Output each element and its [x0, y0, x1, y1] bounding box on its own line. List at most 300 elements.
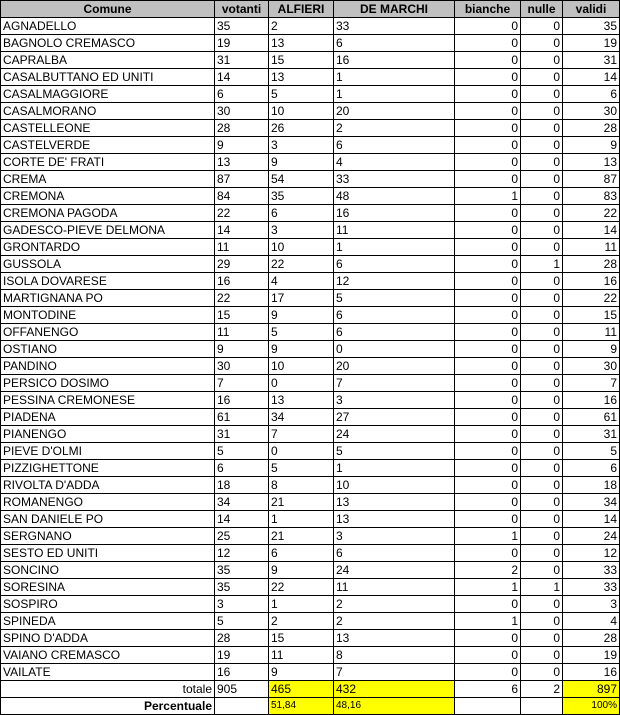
table-row	[1, 324, 620, 341]
cell-comune: VAILATE	[1, 664, 215, 681]
cell-validi: 12	[563, 545, 620, 562]
cell-validi: 35	[563, 18, 620, 35]
table-body	[1, 18, 620, 681]
cell-comune: PERSICO DOSIMO	[1, 375, 215, 392]
cell-nulle: 0	[521, 630, 563, 647]
cell-comune: CREMONA PAGODA	[1, 205, 215, 222]
table-row	[1, 647, 620, 664]
cell-comune: VAIANO CREMASCO	[1, 647, 215, 664]
cell-alfieri: 10	[269, 239, 334, 256]
cell-validi: 33	[563, 562, 620, 579]
cell-validi: 11	[563, 239, 620, 256]
cell-comune: PIEVE D'OLMI	[1, 443, 215, 460]
cell-comune: CASALMAGGIORE	[1, 86, 215, 103]
cell-comune: CASTELLEONE	[1, 120, 215, 137]
cell-votanti: 5	[215, 613, 269, 630]
cell-validi: 31	[563, 52, 620, 69]
cell-alfieri: 10	[269, 103, 334, 120]
cell-comune: PIADENA	[1, 409, 215, 426]
cell-validi: 28	[563, 630, 620, 647]
cell-bianche: 0	[455, 290, 521, 307]
cell-votanti: 14	[215, 511, 269, 528]
cell-nulle: 0	[521, 324, 563, 341]
cell-alfieri: 10	[269, 358, 334, 375]
header-alfieri: ALFIERI	[269, 1, 334, 18]
percent-votanti-empty	[215, 698, 269, 715]
cell-de-marchi: 48	[334, 188, 455, 205]
cell-alfieri: 5	[269, 86, 334, 103]
totals-alfieri: 465	[269, 681, 334, 698]
cell-validi: 22	[563, 290, 620, 307]
cell-de-marchi: 33	[334, 171, 455, 188]
cell-validi: 16	[563, 664, 620, 681]
cell-comune: SAN DANIELE PO	[1, 511, 215, 528]
cell-votanti: 9	[215, 137, 269, 154]
cell-de-marchi: 7	[334, 375, 455, 392]
table-row	[1, 171, 620, 188]
cell-comune: GADESCO-PIEVE DELMONA	[1, 222, 215, 239]
cell-bianche: 0	[455, 86, 521, 103]
cell-alfieri: 3	[269, 137, 334, 154]
cell-votanti: 34	[215, 494, 269, 511]
cell-nulle: 0	[521, 273, 563, 290]
cell-de-marchi: 12	[334, 273, 455, 290]
cell-validi: 6	[563, 460, 620, 477]
cell-validi: 9	[563, 341, 620, 358]
cell-nulle: 0	[521, 613, 563, 630]
table-row	[1, 290, 620, 307]
cell-bianche: 0	[455, 35, 521, 52]
cell-nulle: 0	[521, 205, 563, 222]
cell-votanti: 25	[215, 528, 269, 545]
cell-votanti: 16	[215, 273, 269, 290]
cell-bianche: 0	[455, 647, 521, 664]
table-row	[1, 273, 620, 290]
cell-votanti: 18	[215, 477, 269, 494]
cell-validi: 30	[563, 103, 620, 120]
cell-bianche: 1	[455, 188, 521, 205]
cell-nulle: 0	[521, 426, 563, 443]
cell-alfieri: 35	[269, 188, 334, 205]
cell-de-marchi: 7	[334, 664, 455, 681]
cell-nulle: 0	[521, 562, 563, 579]
cell-de-marchi: 11	[334, 222, 455, 239]
cell-nulle: 0	[521, 120, 563, 137]
cell-bianche: 0	[455, 120, 521, 137]
cell-alfieri: 15	[269, 52, 334, 69]
cell-validi: 33	[563, 579, 620, 596]
cell-votanti: 28	[215, 630, 269, 647]
cell-votanti: 35	[215, 562, 269, 579]
cell-nulle: 0	[521, 511, 563, 528]
cell-de-marchi: 24	[334, 562, 455, 579]
cell-alfieri: 5	[269, 324, 334, 341]
cell-votanti: 29	[215, 256, 269, 273]
percent-row	[1, 698, 620, 715]
cell-votanti: 14	[215, 69, 269, 86]
cell-de-marchi: 11	[334, 579, 455, 596]
cell-alfieri: 22	[269, 579, 334, 596]
table-row	[1, 409, 620, 426]
cell-validi: 19	[563, 35, 620, 52]
cell-de-marchi: 1	[334, 460, 455, 477]
table-row	[1, 137, 620, 154]
cell-comune: PANDINO	[1, 358, 215, 375]
cell-votanti: 31	[215, 426, 269, 443]
cell-de-marchi: 6	[334, 324, 455, 341]
cell-bianche: 0	[455, 409, 521, 426]
cell-de-marchi: 6	[334, 545, 455, 562]
cell-alfieri: 17	[269, 290, 334, 307]
cell-de-marchi: 3	[334, 528, 455, 545]
cell-validi: 13	[563, 154, 620, 171]
cell-de-marchi: 16	[334, 205, 455, 222]
cell-bianche: 1	[455, 528, 521, 545]
cell-de-marchi: 13	[334, 494, 455, 511]
totals-de-marchi: 432	[334, 681, 455, 698]
cell-comune: SPINEDA	[1, 613, 215, 630]
cell-votanti: 31	[215, 52, 269, 69]
cell-nulle: 0	[521, 103, 563, 120]
cell-validi: 28	[563, 256, 620, 273]
cell-alfieri: 5	[269, 460, 334, 477]
cell-de-marchi: 10	[334, 477, 455, 494]
cell-nulle: 0	[521, 375, 563, 392]
cell-bianche: 0	[455, 596, 521, 613]
header-bianche: bianche	[455, 1, 521, 18]
cell-de-marchi: 6	[334, 256, 455, 273]
cell-comune: CASALBUTTANO ED UNITI	[1, 69, 215, 86]
cell-votanti: 9	[215, 341, 269, 358]
table-row	[1, 358, 620, 375]
cell-alfieri: 1	[269, 596, 334, 613]
cell-bianche: 0	[455, 273, 521, 290]
cell-comune: SORESINA	[1, 579, 215, 596]
cell-validi: 14	[563, 222, 620, 239]
cell-votanti: 30	[215, 358, 269, 375]
cell-validi: 83	[563, 188, 620, 205]
cell-alfieri: 15	[269, 630, 334, 647]
cell-validi: 34	[563, 494, 620, 511]
cell-nulle: 0	[521, 154, 563, 171]
totals-validi: 897	[563, 681, 620, 698]
cell-bianche: 0	[455, 256, 521, 273]
cell-validi: 19	[563, 647, 620, 664]
cell-comune: CASALMORANO	[1, 103, 215, 120]
table-row	[1, 630, 620, 647]
cell-de-marchi: 6	[334, 137, 455, 154]
cell-bianche: 0	[455, 324, 521, 341]
cell-votanti: 14	[215, 222, 269, 239]
table-row	[1, 188, 620, 205]
table-row	[1, 18, 620, 35]
table-row	[1, 103, 620, 120]
cell-bianche: 0	[455, 137, 521, 154]
cell-bianche: 0	[455, 494, 521, 511]
cell-validi: 87	[563, 171, 620, 188]
cell-votanti: 30	[215, 103, 269, 120]
header-votanti: votanti	[215, 1, 269, 18]
table-row	[1, 613, 620, 630]
cell-comune: RIVOLTA D'ADDA	[1, 477, 215, 494]
cell-nulle: 0	[521, 35, 563, 52]
cell-validi: 14	[563, 511, 620, 528]
cell-bianche: 0	[455, 443, 521, 460]
cell-comune: BAGNOLO CREMASCO	[1, 35, 215, 52]
cell-bianche: 1	[455, 613, 521, 630]
cell-bianche: 0	[455, 511, 521, 528]
cell-alfieri: 9	[269, 307, 334, 324]
cell-comune: CASTELVERDE	[1, 137, 215, 154]
totals-votanti: 905	[215, 681, 269, 698]
cell-votanti: 61	[215, 409, 269, 426]
cell-votanti: 15	[215, 307, 269, 324]
cell-comune: OFFANENGO	[1, 324, 215, 341]
cell-nulle: 0	[521, 477, 563, 494]
header-comune: Comune	[1, 1, 215, 18]
cell-alfieri: 6	[269, 545, 334, 562]
cell-nulle: 0	[521, 443, 563, 460]
cell-bianche: 0	[455, 426, 521, 443]
cell-bianche: 0	[455, 103, 521, 120]
cell-alfieri: 13	[269, 35, 334, 52]
cell-votanti: 6	[215, 86, 269, 103]
cell-alfieri: 7	[269, 426, 334, 443]
header-row	[1, 1, 620, 18]
cell-de-marchi: 20	[334, 358, 455, 375]
cell-alfieri: 9	[269, 341, 334, 358]
cell-comune: ISOLA DOVARESE	[1, 273, 215, 290]
header-validi: validi	[563, 1, 620, 18]
cell-validi: 5	[563, 443, 620, 460]
table-row	[1, 460, 620, 477]
table-row	[1, 664, 620, 681]
cell-comune: SERGNANO	[1, 528, 215, 545]
cell-comune: SONCINO	[1, 562, 215, 579]
cell-validi: 30	[563, 358, 620, 375]
table-row	[1, 86, 620, 103]
cell-nulle: 0	[521, 664, 563, 681]
cell-alfieri: 54	[269, 171, 334, 188]
cell-de-marchi: 0	[334, 341, 455, 358]
cell-alfieri: 9	[269, 664, 334, 681]
cell-nulle: 0	[521, 307, 563, 324]
table-row	[1, 239, 620, 256]
cell-validi: 24	[563, 528, 620, 545]
cell-de-marchi: 1	[334, 69, 455, 86]
cell-alfieri: 2	[269, 613, 334, 630]
cell-validi: 11	[563, 324, 620, 341]
cell-de-marchi: 3	[334, 392, 455, 409]
cell-votanti: 3	[215, 596, 269, 613]
cell-comune: ROMANENGO	[1, 494, 215, 511]
cell-de-marchi: 13	[334, 511, 455, 528]
cell-bianche: 0	[455, 545, 521, 562]
cell-comune: CAPRALBA	[1, 52, 215, 69]
table-row	[1, 222, 620, 239]
table-row	[1, 256, 620, 273]
percent-de-marchi: 48,16	[334, 698, 455, 715]
cell-alfieri: 21	[269, 494, 334, 511]
cell-bianche: 0	[455, 460, 521, 477]
percent-nulle-empty	[521, 698, 563, 715]
cell-bianche: 0	[455, 222, 521, 239]
cell-de-marchi: 6	[334, 35, 455, 52]
totals-nulle: 2	[521, 681, 563, 698]
cell-comune: SESTO ED UNITI	[1, 545, 215, 562]
cell-nulle: 0	[521, 171, 563, 188]
cell-alfieri: 11	[269, 647, 334, 664]
table-row	[1, 528, 620, 545]
cell-comune: CREMA	[1, 171, 215, 188]
cell-votanti: 22	[215, 205, 269, 222]
totals-row	[1, 681, 620, 698]
cell-votanti: 5	[215, 443, 269, 460]
cell-comune: PESSINA CREMONESE	[1, 392, 215, 409]
cell-bianche: 1	[455, 579, 521, 596]
cell-de-marchi: 13	[334, 630, 455, 647]
cell-alfieri: 9	[269, 154, 334, 171]
cell-nulle: 0	[521, 341, 563, 358]
cell-alfieri: 22	[269, 256, 334, 273]
cell-de-marchi: 5	[334, 290, 455, 307]
cell-bianche: 2	[455, 562, 521, 579]
cell-nulle: 1	[521, 256, 563, 273]
cell-de-marchi: 16	[334, 52, 455, 69]
cell-comune: SPINO D'ADDA	[1, 630, 215, 647]
cell-alfieri: 3	[269, 222, 334, 239]
cell-alfieri: 26	[269, 120, 334, 137]
cell-alfieri: 4	[269, 273, 334, 290]
cell-alfieri: 0	[269, 443, 334, 460]
cell-votanti: 84	[215, 188, 269, 205]
table-row	[1, 579, 620, 596]
cell-nulle: 0	[521, 86, 563, 103]
cell-alfieri: 1	[269, 511, 334, 528]
table-row	[1, 426, 620, 443]
cell-nulle: 0	[521, 528, 563, 545]
cell-validi: 15	[563, 307, 620, 324]
cell-validi: 4	[563, 613, 620, 630]
cell-nulle: 0	[521, 460, 563, 477]
cell-nulle: 0	[521, 69, 563, 86]
cell-bianche: 0	[455, 205, 521, 222]
cell-validi: 9	[563, 137, 620, 154]
cell-nulle: 0	[521, 358, 563, 375]
cell-de-marchi: 24	[334, 426, 455, 443]
cell-de-marchi: 1	[334, 239, 455, 256]
cell-nulle: 1	[521, 579, 563, 596]
cell-nulle: 0	[521, 188, 563, 205]
percent-bianche-empty	[455, 698, 521, 715]
cell-votanti: 22	[215, 290, 269, 307]
cell-validi: 18	[563, 477, 620, 494]
cell-votanti: 11	[215, 239, 269, 256]
cell-validi: 28	[563, 120, 620, 137]
cell-validi: 7	[563, 375, 620, 392]
cell-votanti: 19	[215, 647, 269, 664]
cell-nulle: 0	[521, 596, 563, 613]
cell-alfieri: 8	[269, 477, 334, 494]
cell-bianche: 0	[455, 239, 521, 256]
cell-bianche: 0	[455, 664, 521, 681]
table-row	[1, 341, 620, 358]
cell-nulle: 0	[521, 647, 563, 664]
table-row	[1, 205, 620, 222]
header-de-marchi: DE MARCHI	[334, 1, 455, 18]
cell-votanti: 12	[215, 545, 269, 562]
cell-votanti: 6	[215, 460, 269, 477]
cell-de-marchi: 6	[334, 307, 455, 324]
totals-bianche: 6	[455, 681, 521, 698]
table-row	[1, 392, 620, 409]
cell-bianche: 0	[455, 358, 521, 375]
cell-validi: 3	[563, 596, 620, 613]
cell-validi: 61	[563, 409, 620, 426]
cell-alfieri: 21	[269, 528, 334, 545]
percent-label: Percentuale	[1, 698, 215, 715]
cell-nulle: 0	[521, 409, 563, 426]
cell-comune: OSTIANO	[1, 341, 215, 358]
cell-alfieri: 6	[269, 205, 334, 222]
header-nulle: nulle	[521, 1, 563, 18]
cell-alfieri: 0	[269, 375, 334, 392]
cell-validi: 6	[563, 86, 620, 103]
table-row	[1, 477, 620, 494]
cell-bianche: 0	[455, 18, 521, 35]
cell-validi: 16	[563, 273, 620, 290]
cell-votanti: 11	[215, 324, 269, 341]
cell-bianche: 0	[455, 477, 521, 494]
cell-comune: CREMONA	[1, 188, 215, 205]
cell-de-marchi: 4	[334, 154, 455, 171]
cell-comune: AGNADELLO	[1, 18, 215, 35]
table-row	[1, 375, 620, 392]
cell-bianche: 0	[455, 341, 521, 358]
cell-alfieri: 13	[269, 392, 334, 409]
cell-validi: 31	[563, 426, 620, 443]
cell-votanti: 13	[215, 154, 269, 171]
cell-votanti: 35	[215, 18, 269, 35]
cell-validi: 22	[563, 205, 620, 222]
cell-bianche: 0	[455, 375, 521, 392]
cell-bianche: 0	[455, 392, 521, 409]
table-row	[1, 562, 620, 579]
cell-bianche: 0	[455, 52, 521, 69]
table-row	[1, 35, 620, 52]
cell-comune: PIZZIGHETTONE	[1, 460, 215, 477]
table-row	[1, 69, 620, 86]
table-row	[1, 545, 620, 562]
table-row	[1, 443, 620, 460]
cell-comune: CORTE DE' FRATI	[1, 154, 215, 171]
cell-de-marchi: 2	[334, 120, 455, 137]
table-row	[1, 596, 620, 613]
cell-alfieri: 2	[269, 18, 334, 35]
cell-nulle: 0	[521, 290, 563, 307]
cell-votanti: 35	[215, 579, 269, 596]
percent-validi: 100%	[563, 698, 620, 715]
totals-label: totale	[1, 681, 215, 698]
cell-votanti: 16	[215, 664, 269, 681]
cell-comune: PIANENGO	[1, 426, 215, 443]
cell-de-marchi: 8	[334, 647, 455, 664]
table-row	[1, 52, 620, 69]
cell-nulle: 0	[521, 18, 563, 35]
cell-de-marchi: 1	[334, 86, 455, 103]
cell-votanti: 7	[215, 375, 269, 392]
cell-bianche: 0	[455, 307, 521, 324]
